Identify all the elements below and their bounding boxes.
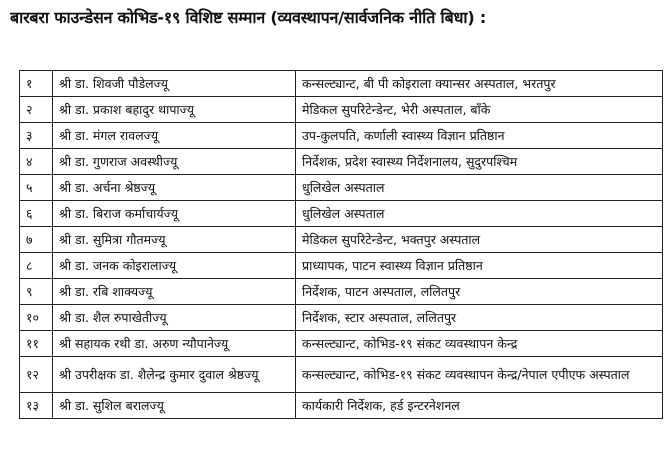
designation-cell: उप-कुलपति, कर्णाली स्वास्थ्य विज्ञान प्रतिष्ठान	[296, 123, 663, 149]
serial-number-cell: २	[20, 97, 53, 123]
designation-cell: कार्यकारी निर्देशक, हर्ड इन्टरनेशनल	[296, 393, 663, 419]
recipient-name-cell: श्री डा. रबि शाक्यज्यू	[53, 279, 296, 305]
recipient-name-cell: श्री डा. शैल रुपाखेतीज्यू	[53, 305, 296, 331]
serial-number-cell: ७	[20, 227, 53, 253]
designation-cell: कन्सल्ट्यान्ट, कोभिड-१९ संकट व्यवस्थापन केन्द्र	[296, 331, 663, 357]
table-row	[20, 393, 663, 419]
serial-number-cell: ३	[20, 123, 53, 149]
serial-number-cell: ९	[20, 279, 53, 305]
designation-cell: मेडिकल सुपरिटेन्डेन्ट, भक्तपुर अस्पताल	[296, 227, 663, 253]
table-row	[20, 149, 663, 175]
recipient-name-cell: श्री उपरीक्षक डा. शैलेन्द्र कुमार दुवाल श्रेष्ठज्यू	[53, 357, 296, 393]
recipient-name-cell: श्री डा. शिवजी पौडेलज्यू	[53, 71, 296, 97]
designation-cell: निर्देशक, स्टार अस्पताल, ललितपुर	[296, 305, 663, 331]
serial-number-cell: १०	[20, 305, 53, 331]
designation-cell: निर्देशक, प्रदेश स्वास्थ्य निर्देशनालय, सुदुरपश्चिम	[296, 149, 663, 175]
recipient-name-cell: श्री डा. बिराज कर्माचार्यज्यू	[53, 201, 296, 227]
recipient-name-cell: श्री डा. सुशिल बरालज्यू	[53, 393, 296, 419]
recipient-name-cell: श्री डा. मंगल रावलज्यू	[53, 123, 296, 149]
table-row	[20, 305, 663, 331]
designation-cell: धुलिखेल अस्पताल	[296, 201, 663, 227]
recipient-name-cell: श्री डा. जनक कोइरालाज्यू	[53, 253, 296, 279]
table-row	[20, 123, 663, 149]
designation-cell: निर्देशक, पाटन अस्पताल, ललितपुर	[296, 279, 663, 305]
recipient-name-cell: श्री डा. प्रकाश बहादुर थापाज्यू	[53, 97, 296, 123]
designation-cell: कन्सल्ट्यान्ट, कोभिड-१९ संकट व्यवस्थापन केन्द्र/नेपाल एपीएफ अस्पताल	[296, 357, 663, 393]
serial-number-cell: ५	[20, 175, 53, 201]
table-row	[20, 71, 663, 97]
designation-cell: प्राध्यापक, पाटन स्वास्थ्य विज्ञान प्रतिष्ठान	[296, 253, 663, 279]
recipient-name-cell: श्री डा. सुमित्रा गौतमज्यू	[53, 227, 296, 253]
recipient-name-cell: श्री सहायक रथी डा. अरुण न्यौपानेज्यू	[53, 331, 296, 357]
recipient-name-cell: श्री डा. अर्चना श्रेष्ठज्यू	[53, 175, 296, 201]
serial-number-cell: १२	[20, 357, 53, 393]
award-recipients-table	[19, 70, 663, 419]
serial-number-cell: १३	[20, 393, 53, 419]
table-row	[20, 227, 663, 253]
designation-cell: कन्सल्ट्यान्ट, बी पी कोइराला क्यान्सर अस्पताल, भरतपुर	[296, 71, 663, 97]
document-heading: बारबरा फाउन्डेसन कोभिड-१९ विशिष्ट सम्मान (व्यवस्थापन/सार्वजनिक नीति बिधा) :	[10, 8, 487, 27]
table-row	[20, 279, 663, 305]
serial-number-cell: ११	[20, 331, 53, 357]
serial-number-cell: ६	[20, 201, 53, 227]
designation-cell: धुलिखेल अस्पताल	[296, 175, 663, 201]
recipient-name-cell: श्री डा. गुणराज अवस्थीज्यू	[53, 149, 296, 175]
table-row	[20, 331, 663, 357]
table-row	[20, 175, 663, 201]
table-row	[20, 201, 663, 227]
serial-number-cell: ४	[20, 149, 53, 175]
designation-cell: मेडिकल सुपरिटेन्डेन्ट, भेरी अस्पताल, बाँके	[296, 97, 663, 123]
serial-number-cell: १	[20, 71, 53, 97]
table-row	[20, 97, 663, 123]
table-row	[20, 357, 663, 393]
table-row	[20, 253, 663, 279]
serial-number-cell: ८	[20, 253, 53, 279]
